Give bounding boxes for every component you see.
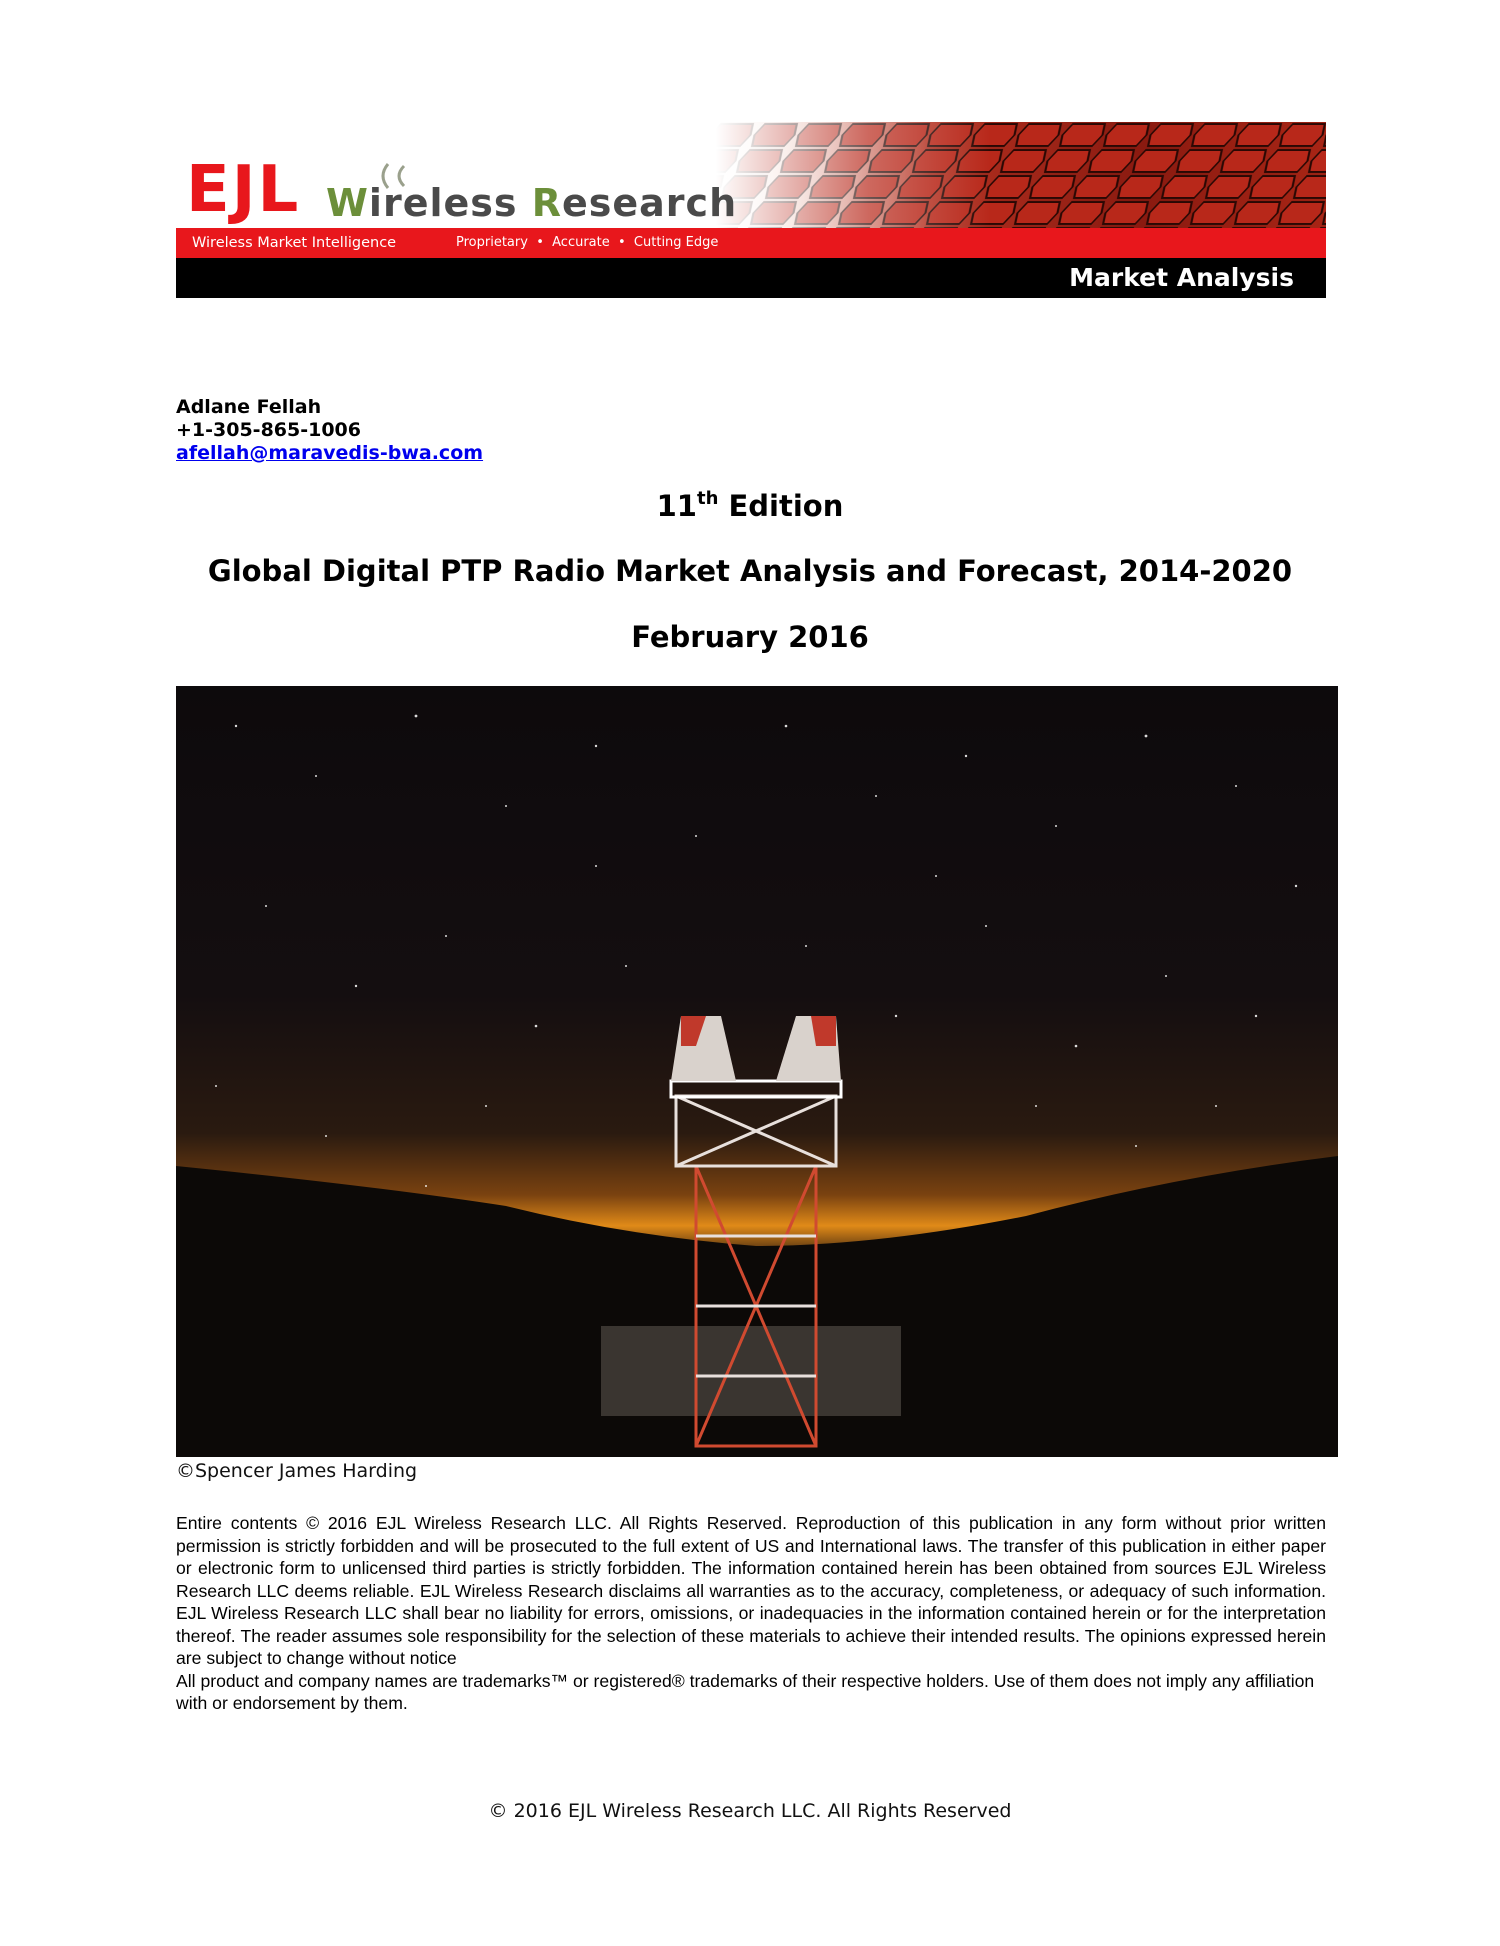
author-name: Adlane Fellah: [176, 396, 322, 418]
stars: [215, 715, 1297, 1187]
photo-caption: ©Spencer James Harding: [176, 1460, 418, 1482]
edition-word: Edition: [718, 489, 844, 523]
edition-number: 11: [656, 489, 697, 523]
author-email-link[interactable]: afellah@maravedis-bwa.com: [176, 442, 484, 464]
logo-word-ireless: ireless: [368, 181, 532, 225]
edition-suffix: th: [696, 488, 719, 509]
cover-photo: [176, 686, 1338, 1457]
disclaimer-paragraph-2: All product and company names are trademarks™ or registered® trademarks of their respective holders. Use of them does not imply any affiliation with or endorsement by them.: [176, 1670, 1315, 1713]
radio-tower-night-photo: [176, 686, 1338, 1457]
horn-antenna-left: [671, 1016, 736, 1081]
logo-letter-w: W: [326, 181, 369, 225]
tagline: Wireless Market Intelligence: [192, 235, 397, 251]
hexagon-banner-graphic: [716, 122, 1326, 228]
edition-title: [0, 488, 1500, 523]
hexagon-pattern: [716, 122, 1326, 228]
report-date: February 2016: [631, 620, 869, 654]
author-phone: +1-305-865-1006: [176, 419, 361, 441]
report-title: Global Digital PTP Radio Market Analysis and Forecast, 2014-2020: [207, 554, 1293, 588]
section-strip: [176, 258, 1326, 298]
header-banner: [176, 122, 1326, 298]
legal-disclaimer: [176, 1512, 1326, 1715]
logo-ejl: EJL: [186, 153, 301, 227]
footer-copyright: © 2016 EJL Wireless Research LLC. All Rights Reserved: [488, 1800, 1012, 1822]
logo-word-esearch: esearch: [562, 181, 738, 225]
section-label: Market Analysis: [1069, 263, 1294, 292]
tagline-bullets: Proprietary • Accurate • Cutting Edge: [456, 235, 719, 250]
logo-letter-r: R: [531, 181, 562, 225]
tagline-strip: [176, 228, 1326, 258]
author-block: [176, 396, 483, 465]
logo-wireless-research: [326, 181, 738, 225]
disclaimer-paragraph-1: Entire contents © 2016 EJL Wireless Research LLC. All Rights Reserved. Reproduction of this publication in any form without prior written permission is strictly forbidden and will be prosecuted to the full extent of US and International laws. The transfer of this publication in either paper or electronic form to unlicensed third parties is strictly forbidden. The information contained herein has been obtained from sources EJL Wireless Research LLC deems reliable. EJL Wireless Research disclaims all warranties as to the accuracy, completeness, or adequacy of such information. EJL Wireless Research LLC shall bear no liability for errors, omissions, or inadequacies in the information contained herein or for the interpretation thereof. The reader assumes sole responsibility for the selection of these materials to achieve their intended results. The opinions expressed herein are subject to change without notice: [176, 1513, 1326, 1668]
equipment-building: [601, 1326, 901, 1416]
